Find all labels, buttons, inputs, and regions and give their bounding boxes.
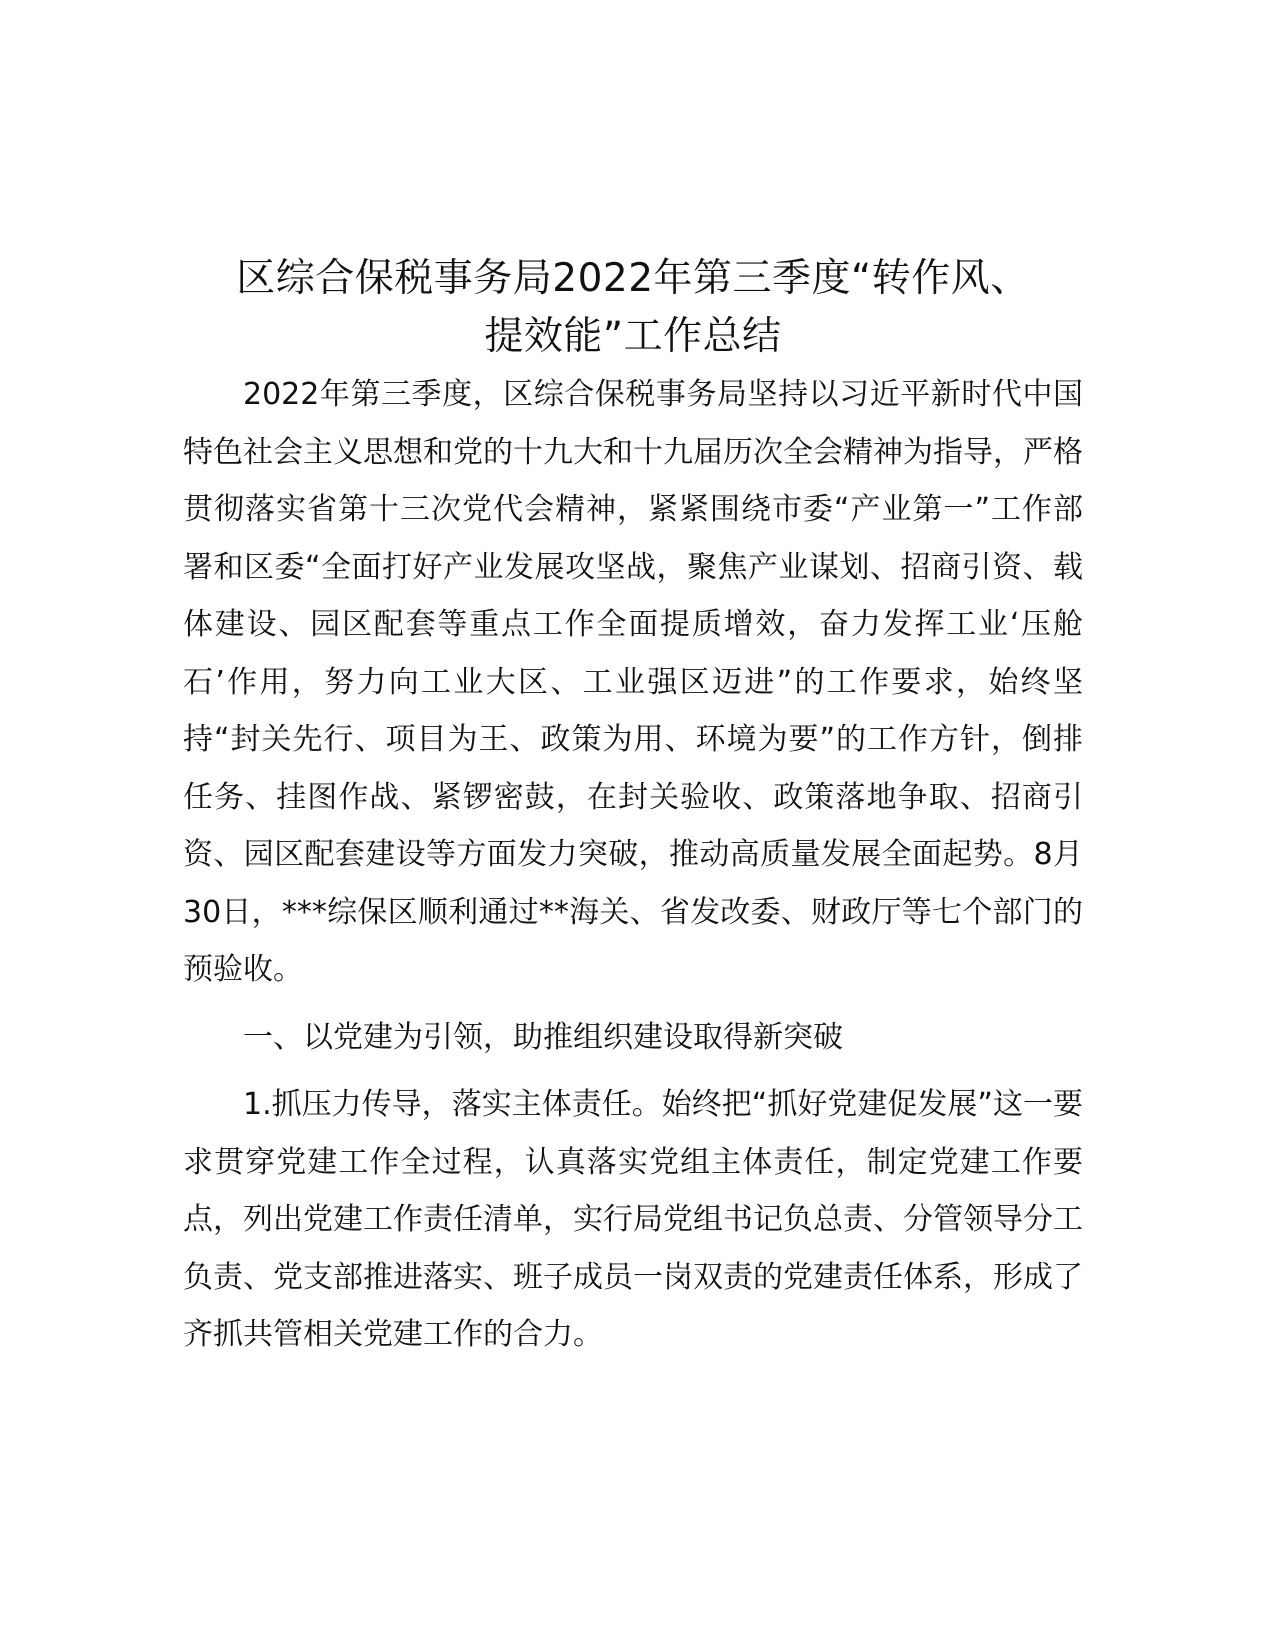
document-title [183,250,1083,366]
section-heading: 一、以党建为引领，助推组织建设取得新突破 [243,1019,843,1055]
item-paragraph: 1.抓压力传导，落实主体责任。始终把“抓好党建促发展”这一要求贯穿党建工作全过程，认真落实党组主体责任，制定党建工作要点，列出党建工作责任清单，实行局党组书记负总责、分管领导分工负责、党支部推进落实、班子成员一岗双责的党建责任体系，形成了齐抓共管相关党建工作的合力。 [183,1087,1083,1352]
title-line-2: 提效能”工作总结 [484,314,782,359]
intro-paragraph: 2022年第三季度，区综合保税事务局坚持以习近平新时代中国特色社会主义思想和党的十九大和十九届历次全会精神为指导，严格贯彻落实省第十三次党代会精神，紧紧围绕市委“产业第一”工作部署和区委“全面打好产业发展攻坚战，聚焦产业谋划、招商引资、载体建设、园区配套等重点工作全面提质增效，奋力发挥工业‘压舱石’作用，努力向工业大区、工业强区迈进”的工作要求，始终坚持“封关先行、项目为王、政策为用、环境为要”的工作方针，倒排任务、挂图作战、紧锣密鼓，在封关验收、政策落地争取、招商引资、园区配套建设等方面发力突破，推动高质量发展全面起势。8月30日，***综保区顺利通过**海关、省发改委、财政厅等七个部门的预验收。 [183,377,1083,987]
document-body [183,250,1083,1364]
title-line-1: 区综合保税事务局2022年第三季度“转作风、 [236,256,1030,301]
